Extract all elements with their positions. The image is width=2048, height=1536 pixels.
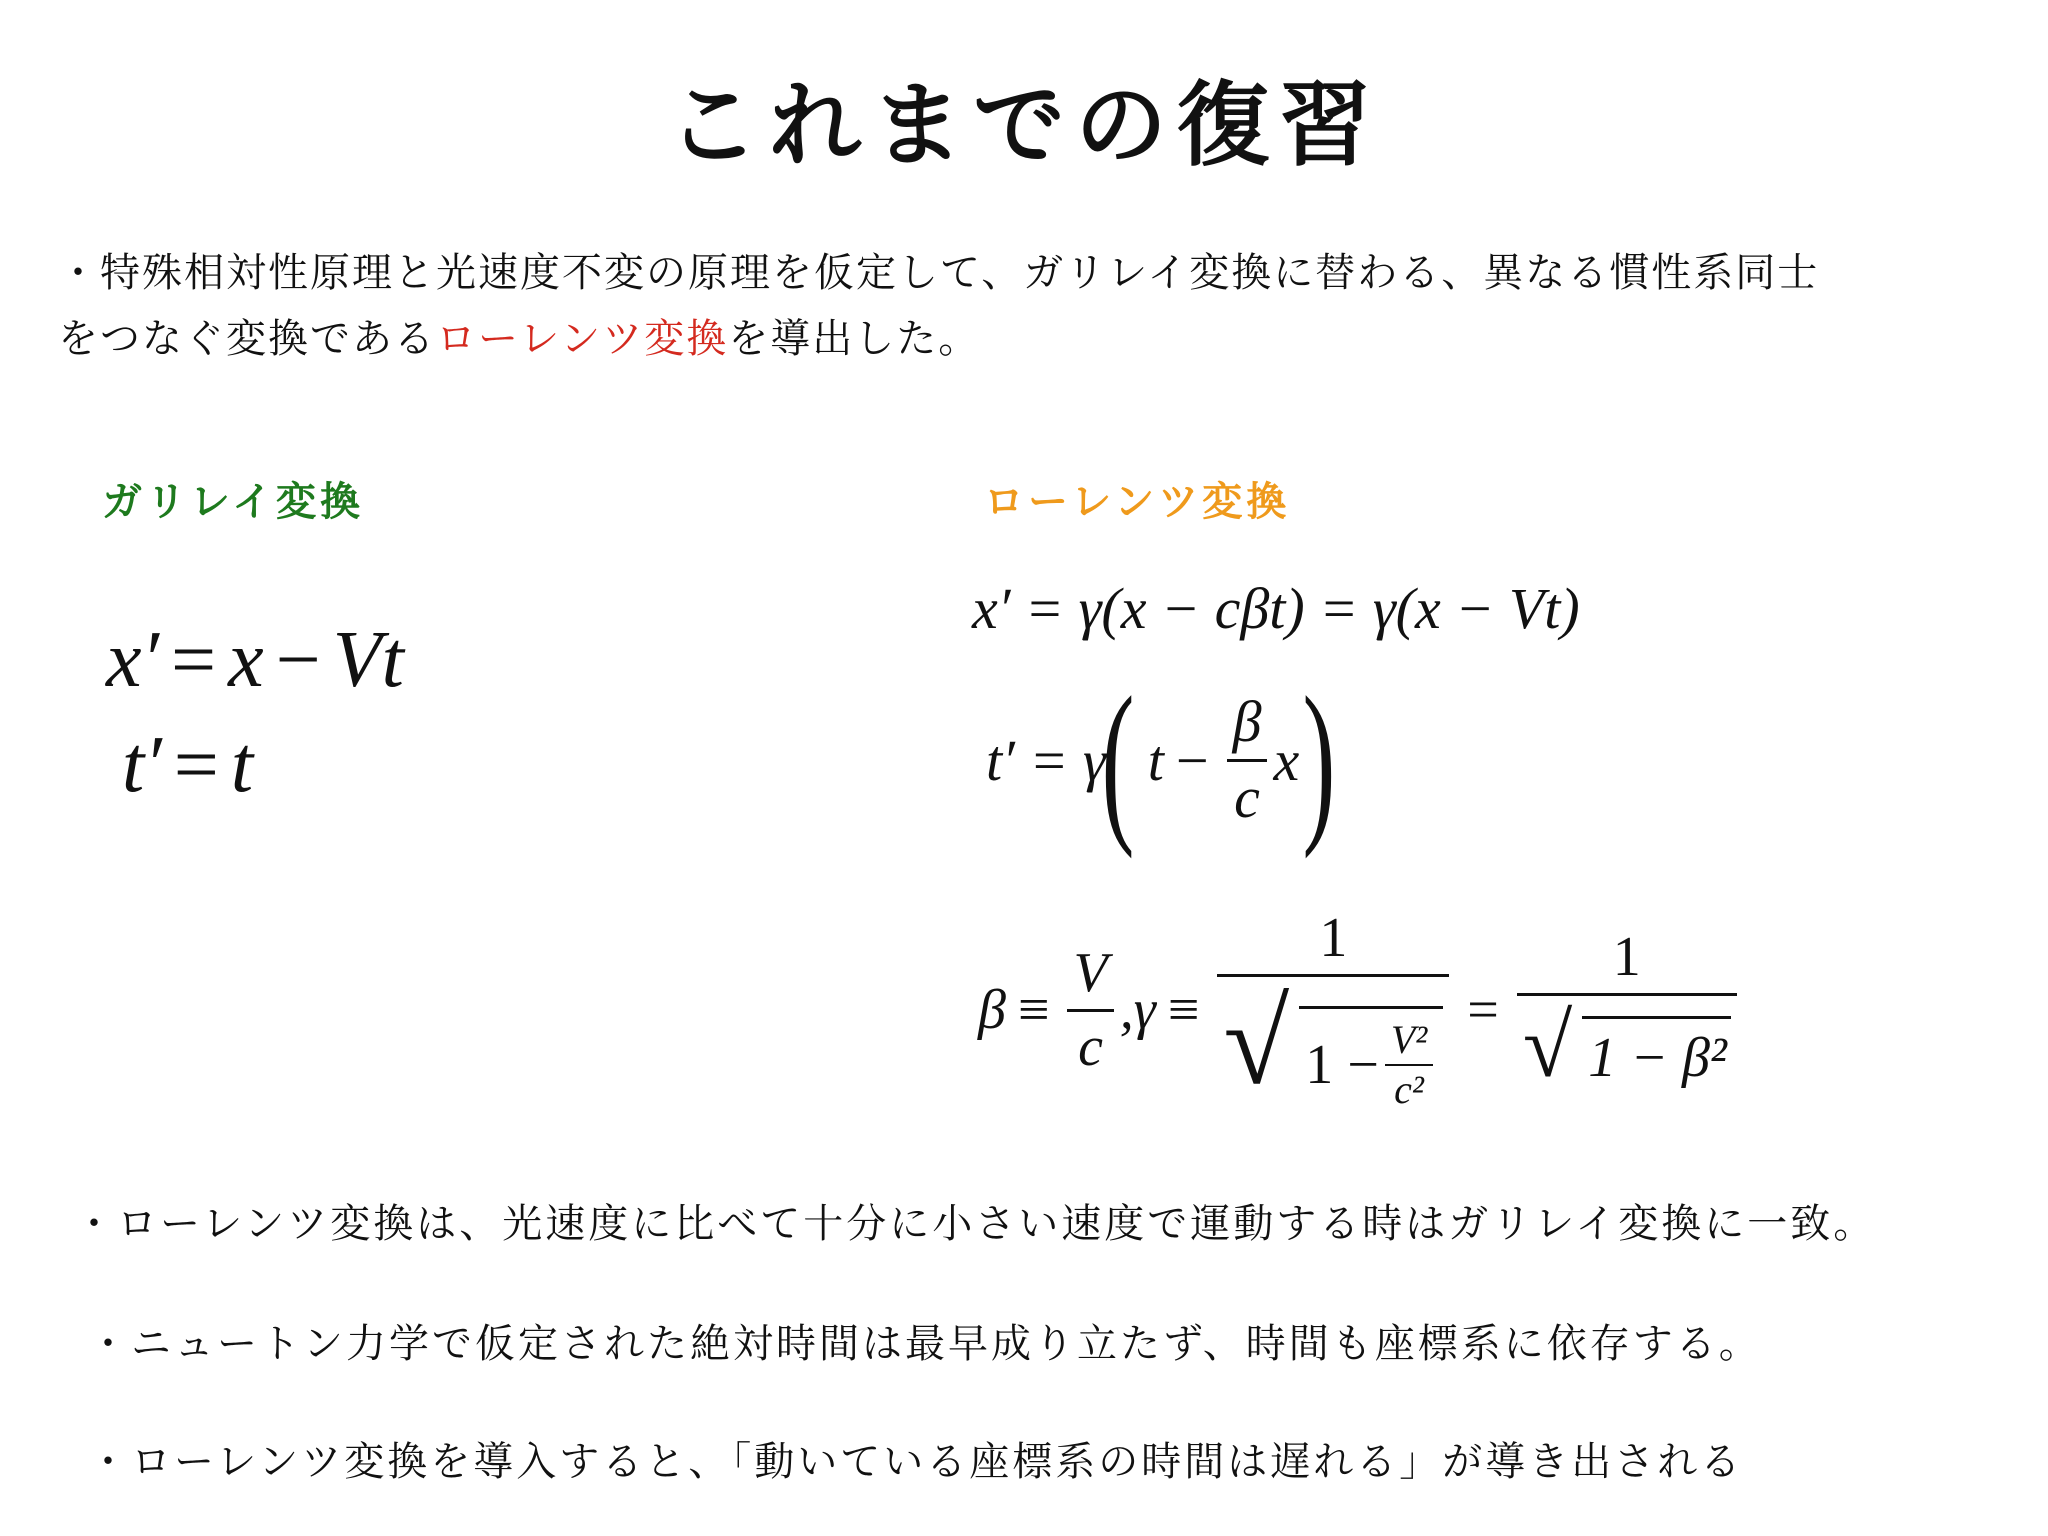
galilei-label: ガリレイ変換 [102, 478, 364, 525]
fraction-v-over-c: $\frac{V}{c}$ [1067, 944, 1113, 1077]
fraction-beta-over-c: $\frac{\beta}{c}$ [1227, 692, 1268, 829]
lorentz-label: ローレンツ変換 [984, 478, 1291, 525]
lorentz-equation-t: t′ = γ ( t − $\frac{\beta}{c}$ x ) [986, 660, 1336, 859]
bullet-point-2: ・ニュートン力学で仮定された絶対時間は最早成り立たず、時間も座標系に依存する。 [88, 1321, 1762, 1367]
bullet-point-3: ・ローレンツ変換を導入すると、「動いている座標系の時間は遅れる」が導き出される [88, 1439, 1744, 1485]
intro-highlight: ローレンツ変換 [436, 316, 729, 362]
bullet-point-1: ・ローレンツ変換は、光速度に比べて十分に小さい速度で運動する時はガリレイ変換に一致。 [74, 1201, 1877, 1247]
intro-text-1: ・特殊相対性原理と光速度不変の原理を仮定して、ガリレイ変換に替わる、異なる慣性系同士 [58, 250, 1820, 296]
gamma-fraction: 1 √ 1 − $\frac{\text{V²}}{\text{c²}}$ [1217, 909, 1449, 1111]
galilei-equation-x: x′ = x − Vt [106, 616, 404, 704]
beta-gamma-definition: β ≡ $\frac{V}{c}$ ,γ ≡ 1 √ 1 − $\frac{\text{V²}}{\text{c²}}$ = 1 √ 1 − β² [978, 900, 1743, 1120]
page-title: これまでの復習 [666, 71, 1381, 179]
intro-text-2: をつなぐ変換である [58, 316, 436, 362]
intro-text-3: を導出した。 [728, 316, 981, 362]
galilei-equation-t: t′ = t [122, 721, 254, 809]
gamma-fraction-beta: 1 √ 1 − β² [1517, 928, 1737, 1092]
intro-paragraph [58, 240, 1958, 372]
lorentz-equation-x: x′ = γ(x − cβt) = γ(x − Vt) [972, 576, 1580, 641]
